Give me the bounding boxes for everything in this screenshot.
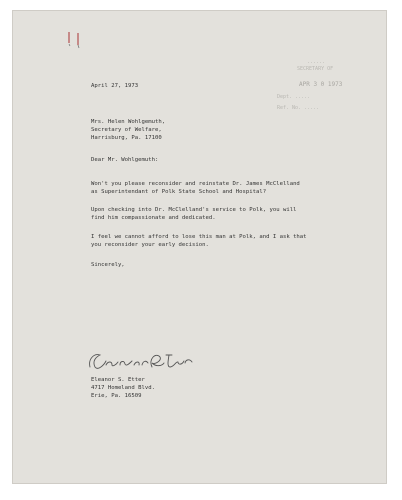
stamp-line: Ref. No. ..... [277,105,320,111]
paragraph-line: I feel we cannot afford to lose this man at Polk, and I ask that [91,234,307,240]
paragraph-line: Won't you please reconsider and reinstate Dr. James McClelland [91,181,300,187]
stamp-line: ...... [307,59,326,65]
paragraph-line: find him compassionate and dedicated. [91,215,216,221]
sender-line: Erie, Pa. 16509 [91,393,142,399]
stamp-line: SECRETARY OF [297,66,334,72]
paragraph-line: as Superintendant of Polk State School and Hospital? [91,189,267,195]
recipient-line: Harrisburg, Pa. 17100 [91,135,162,141]
stamp-line: Dept. ..... [277,94,311,100]
sender-line: 4717 Homeland Blvd. [91,385,155,391]
received-stamp [277,59,351,119]
recipient-line: Secretary of Welfare, [91,127,162,133]
sender-line: Eleanor S. Etter [91,377,145,383]
paragraph-line: you reconsider your early decision. [91,242,209,248]
handwritten-signature [86,349,196,375]
letter-page [12,10,387,484]
letter-date: April 27, 1973 [91,83,139,89]
recipient-line: Mrs. Helen Wohlgemuth, [91,119,166,125]
closing: Sincerely, [91,262,125,268]
stamp-date: APR 3 0 1973 [299,81,343,88]
paragraph-line: Upon checking into Dr. McClelland's service to Polk, you will [91,207,297,213]
staple-marks [65,31,85,49]
salutation: Dear Mr. Wohlgemuth: [91,157,159,163]
